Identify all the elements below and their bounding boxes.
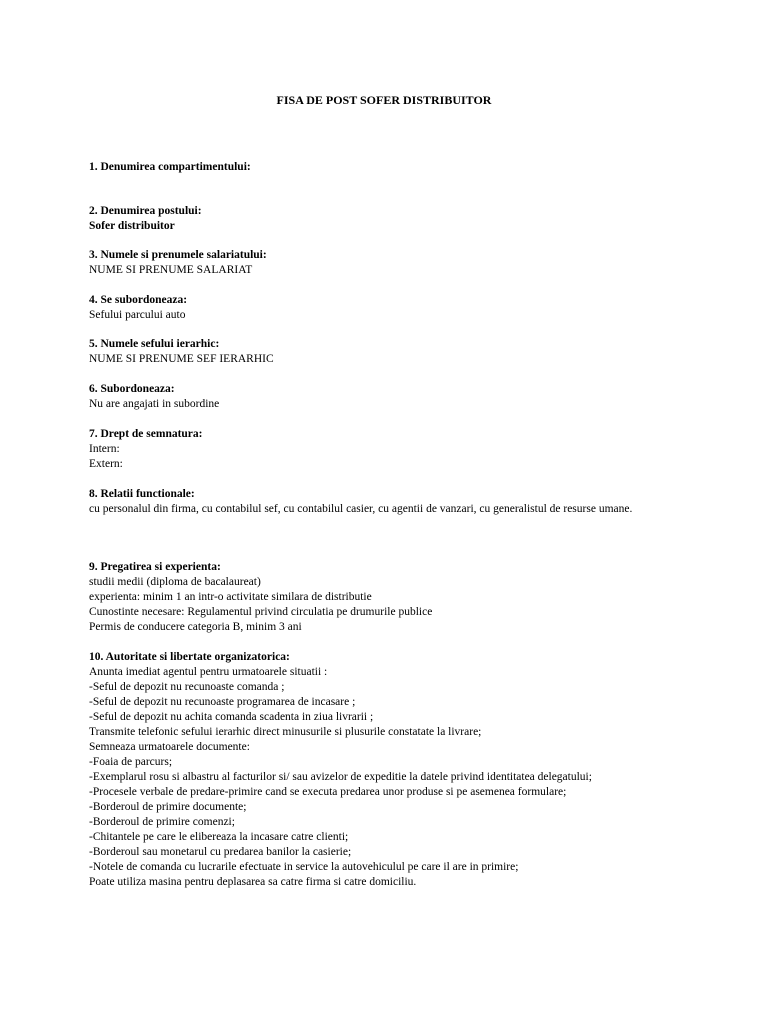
section-functional-relations bbox=[89, 487, 664, 517]
subordinated-to-value: Sefului parcului auto bbox=[89, 309, 186, 321]
section-heading: 9. Pregatirea si experienta: bbox=[89, 561, 221, 573]
section-post-name bbox=[89, 204, 689, 234]
functional-relations-text: cu personalul din firma, cu contabilul sef, cu contabilul casier, cu agentii de vanzari, cu generalistul de resurse umane. bbox=[89, 503, 633, 515]
authority-line: -Seful de depozit nu recunoaste programarea de incasare ; bbox=[89, 696, 356, 708]
training-line: Cunostinte necesare: Regulamentul privind circulatia pe drumurile publice bbox=[89, 606, 433, 618]
signature-internal: Intern: bbox=[89, 443, 120, 455]
authority-line: -Borderoul sau monetarul cu predarea banilor la casierie; bbox=[89, 846, 352, 858]
section-subordinates bbox=[89, 382, 689, 412]
section-subordinated-to bbox=[89, 293, 689, 323]
section-heading: 10. Autoritate si libertate organizatorica: bbox=[89, 651, 290, 663]
authority-line: -Chitantele pe care le elibereaza la incasare catre clienti; bbox=[89, 831, 349, 843]
document-title: FISA DE POST SOFER DISTRIBUITOR bbox=[276, 93, 492, 107]
employee-name-value: NUME SI PRENUME SALARIAT bbox=[89, 264, 253, 276]
section-heading: 4. Se subordoneaza: bbox=[89, 294, 188, 306]
authority-line: -Notele de comanda cu lucrarile efectuate in service la autovehiculul pe care il are in primire; bbox=[89, 861, 519, 873]
section-compartment bbox=[89, 160, 689, 175]
section-heading: 1. Denumirea compartimentului: bbox=[89, 161, 251, 173]
training-line: experienta: minim 1 an intr-o activitate similara de distributie bbox=[89, 591, 372, 603]
section-employee-name bbox=[89, 248, 689, 278]
section-training-experience bbox=[89, 560, 689, 635]
section-manager-name bbox=[89, 337, 689, 367]
section-heading: 8. Relatii functionale: bbox=[89, 488, 195, 500]
authority-line: -Borderoul de primire documente; bbox=[89, 801, 247, 813]
authority-line: Transmite telefonic sefului ierarhic direct minusurile si plusurile constatate la livrare; bbox=[89, 726, 482, 738]
authority-line: -Procesele verbale de predare-primire cand se executa predarea unor produse si pe asemenea formulare; bbox=[89, 786, 567, 798]
training-line: studii medii (diploma de bacalaureat) bbox=[89, 576, 261, 588]
section-heading: 5. Numele sefului ierarhic: bbox=[89, 338, 220, 350]
section-heading: 6. Subordoneaza: bbox=[89, 383, 175, 395]
section-signature-right bbox=[89, 427, 689, 472]
authority-line: Poate utiliza masina pentru deplasarea sa catre firma si catre domiciliu. bbox=[89, 876, 417, 888]
authority-line: -Borderoul de primire comenzi; bbox=[89, 816, 235, 828]
authority-line: -Foaia de parcurs; bbox=[89, 756, 173, 768]
manager-name-value: NUME SI PRENUME SEF IERARHIC bbox=[89, 353, 274, 365]
post-name-value: Sofer distribuitor bbox=[89, 220, 175, 232]
training-line: Permis de conducere categoria B, minim 3 ani bbox=[89, 621, 302, 633]
signature-external: Extern: bbox=[89, 458, 123, 470]
section-heading: 3. Numele si prenumele salariatului: bbox=[89, 249, 267, 261]
section-heading: 7. Drept de semnatura: bbox=[89, 428, 203, 440]
section-authority bbox=[89, 650, 689, 890]
section-heading: 2. Denumirea postului: bbox=[89, 205, 202, 217]
authority-line: -Seful de depozit nu achita comanda scadenta in ziua livrarii ; bbox=[89, 711, 374, 723]
authority-line: Anunta imediat agentul pentru urmatoarele situatii : bbox=[89, 666, 328, 678]
authority-line: -Seful de depozit nu recunoaste comanda ; bbox=[89, 681, 285, 693]
authority-line: -Exemplarul rosu si albastru al facturilor si/ sau avizelor de expeditie la datele privind identitatea delegatului; bbox=[89, 771, 592, 783]
authority-line: Semneaza urmatoarele documente: bbox=[89, 741, 250, 753]
subordinates-value: Nu are angajati in subordine bbox=[89, 398, 220, 410]
